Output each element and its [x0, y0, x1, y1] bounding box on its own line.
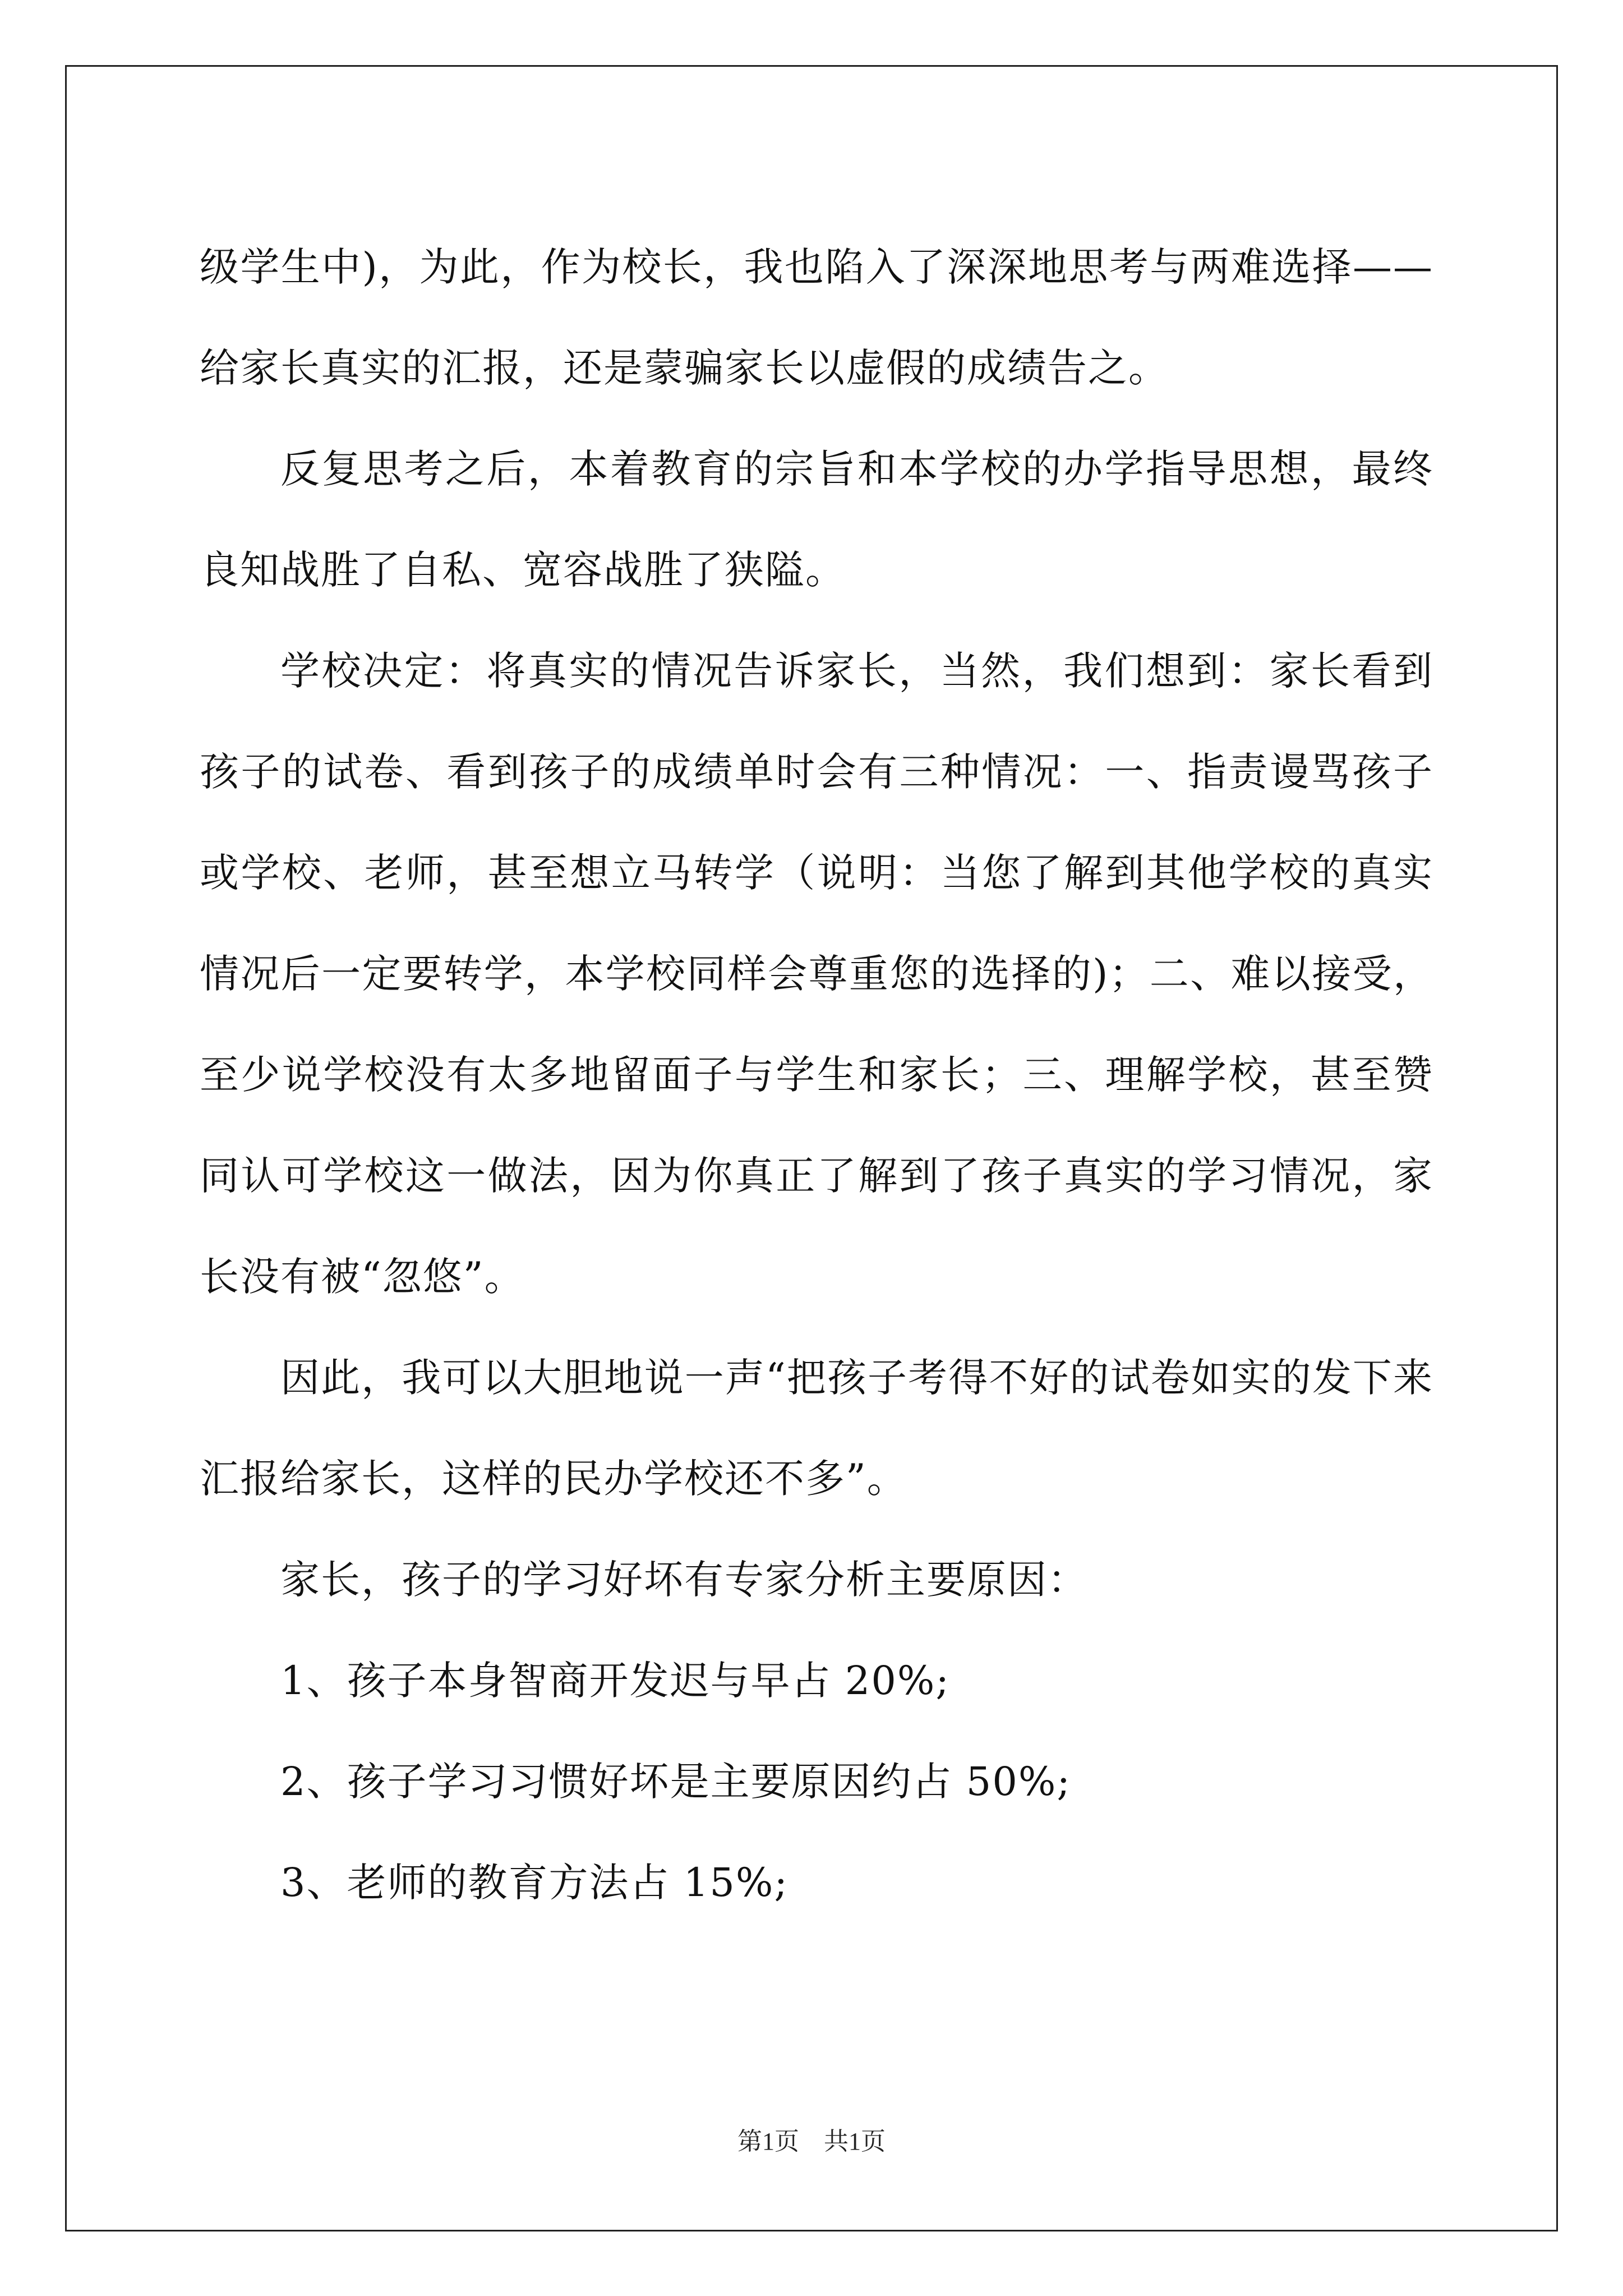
paragraph: 因此，我可以大胆地说一声“把孩子考得不好的试卷如实的发下来汇报给家长，这样的民办学校还不多”。: [200, 1355, 1433, 1502]
paragraph: 学校决定：将真实的情况告诉家长，当然，我们想到：家长看到孩子的试卷、看到孩子的成绩单时会有三种情况：一、指责谩骂孩子或学校、老师，甚至想立马转学（说明：当您了解到其他学校的真实情况后一定要转学，本学校同样会尊重您的选择的)；二、难以接受，至少说学校没有太多地留面子与学生和家长；三、理解学校，甚至赞同认可学校这一做法，因为你真正了解到了孩子真实的学习情况，家长没有被“忽悠”。: [200, 648, 1433, 1300]
document-body: [200, 217, 1433, 1933]
page-number-footer: 第1页 共1页: [737, 2128, 886, 2155]
paragraph-continuation: 级学生中)，为此，作为校长，我也陷入了深深地思考与两难选择——给家长真实的汇报，还是蒙骗家长以虚假的成绩告之。: [200, 244, 1433, 391]
paragraph: 反复思考之后，本着教育的宗旨和本学校的办学指导思想，最终良知战胜了自私、宽容战胜了狭隘。: [200, 446, 1433, 593]
paragraph: 家长，孩子的学习好坏有专家分析主要原因：: [280, 1557, 1088, 1603]
list-item: 1、孩子本身智商开发迟与早占 20%;: [280, 1658, 950, 1704]
list-item: 2、孩子学习习惯好坏是主要原因约占 50%;: [280, 1759, 1071, 1805]
list-item: 3、老师的教育方法占 15%;: [280, 1860, 789, 1906]
